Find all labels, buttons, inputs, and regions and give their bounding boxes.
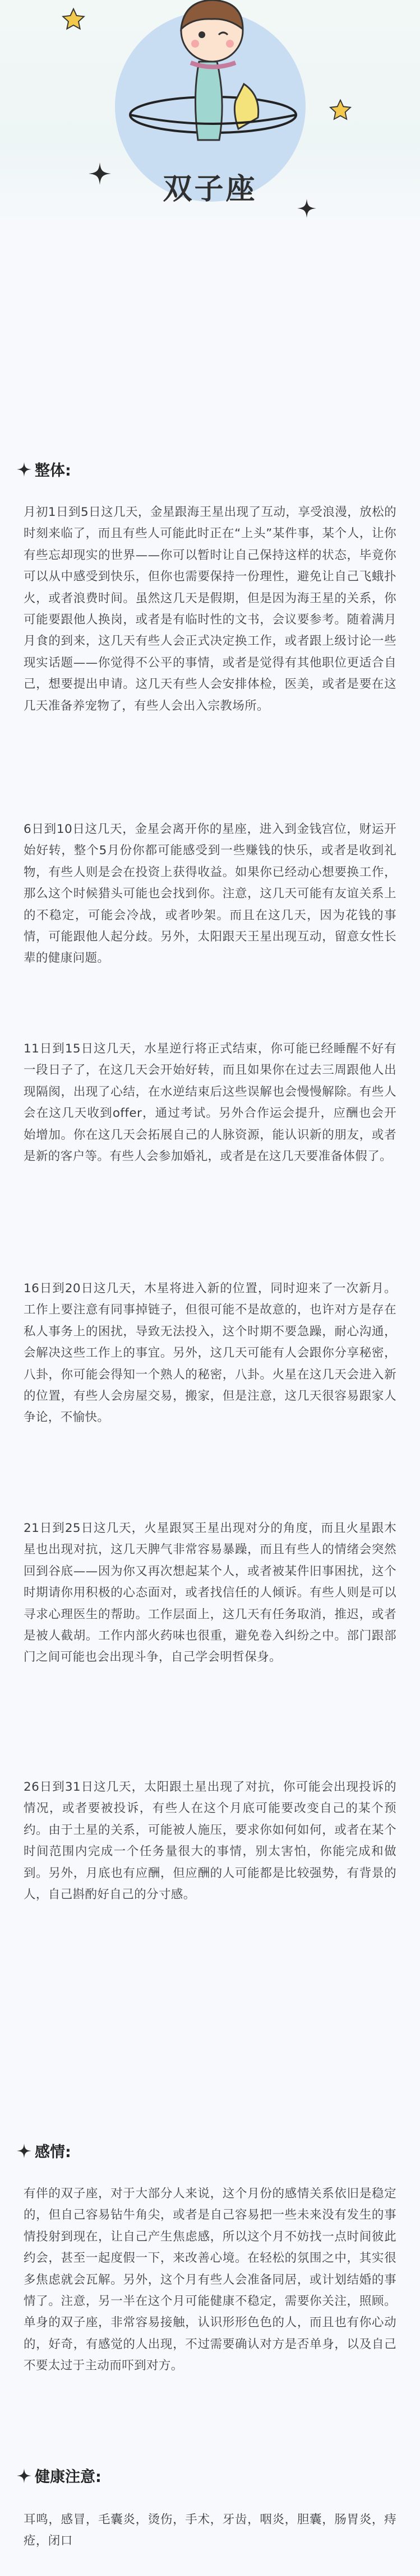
emotion-paragraph: 有伴的双子座，对于大部分人来说，这个月份的感情关系依旧是稳定的，但自己容易钻牛角尖，或者是自己容易把一些未来没有发生的事情投射到现在，让自己产生焦虑感，所以这个月不妨找一点时间彼此约会，甚至一起度假一下，来改善心境。在轻松的氛围之中，其实很多焦虑就会瓦解。另外，这个月有些人会准备同居，或计划结婚的事情了。注意，另一半在这个月可能健康不稳定，需要你关注，照顾。单身的双子座，非常容易接触，认识形形色色的人，而且也有你心动的，好奇，有感觉的人出现，不过需要确认对方是否单身，以及自己不要太过于主动而吓到对方。 — [24, 2187, 396, 2373]
overview-heading — [17, 458, 71, 480]
overview-paragraph: 21日到25日这几天，火星跟冥王星出现对分的角度，而且火星跟木星也出现对抗，这几天脾气非常容易暴躁，而且有些人的情绪会突然回到谷底——因为你又再次想起某个人，或者被某件旧事困扰，这个时期请你用积极的心态面对，或者找信任的人倾诉。有些人则是可以寻求心理医生的帮助。工作层面上，这几天有任务取消，推迟，或者是被人截胡。工作内部火药味也很重，避免卷入纠纷之中。部门跟部门之间可能也会出现斗争，自己学会明哲保身。 — [24, 1521, 396, 1665]
health-paragraph: 耳鸣，感冒，毛囊炎，烫伤，手术，牙齿，咽炎，胆囊，肠胃炎，痔疮，闭口 — [24, 2513, 396, 2549]
gemini-cartoon-illustration — [129, 0, 308, 162]
sparkle-icon — [17, 2468, 31, 2483]
overview-paragraph: 6日到10日这几天，金星会离开你的星座，进入到金钱宫位，财运开始好转，整个5月份你都可能感受到一些赚钱的快乐，或者是收到礼物，有些人则是会在投资上获得收益。如果你已经动心想要换工作，那么这个时候猎头可能也会找到你。注意，这几天可能有友谊关系上的不稳定，可能会冷战，或者吵架。而且在这几天，因为花钱的事情，可能跟他人起分歧。另外，太阳跟天王星出现互动，留意女性长辈的健康问题。 — [24, 822, 396, 966]
overview-paragraph: 16日到20日这几天，木星将进入新的位置，同时迎来了一次新月。工作上要注意有同事掉链子，但很可能不是故意的，也许对方是存在私人事务上的困扰，导致无法投入，这个时期不要急躁，耐心沟通，会解决这些工作上的事宜。另外，这几天可能有人会跟你分享秘密，八卦，你可能会得知一个熟人的秘密，八卦。火星在这几天会进入新的位置，有些人会房屋交易，搬家，但是注意，这几天很容易跟家人争论，不愉快。 — [24, 1282, 396, 1425]
star-icon — [61, 7, 86, 32]
overview-paragraph: 月初1日到5日这几天，金星跟海王星出现了互动，享受浪漫，放松的时刻来临了，而且有些人可能此时正在“上头”某件事，某个人，让你有些忘却现实的世界——你可以暂时让自己保持这样的状态，毕竟你可以从中感受到快乐，但你也需要保持一份理性，避免让自己飞蛾扑火，或者浪费时间。虽然这几天是假期，但是因为海王星的关系，你可能要跟他人换岗，或者是有临时性的文书，会议要参考。随着满月月食的到来，这几天有些人会正式决定换工作，或者跟上级讨论一些现实话题——你觉得不公平的事情，或者是觉得有其他职位更适合自己，想要提出申请。这几天有些人会安排体检，医美，或者是要在这几天准备养宠物了，有些人会出入宗教场所。 — [24, 505, 396, 713]
overview-heading-label: 整体: — [35, 462, 71, 479]
sign-title: 双子座 — [163, 173, 257, 206]
health-heading-label: 健康注意: — [35, 2468, 101, 2486]
emotion-heading-label: 感情: — [35, 2144, 71, 2161]
sparkle-icon — [17, 2144, 31, 2158]
health-heading — [17, 2465, 101, 2486]
overview-paragraph: 26日到31日这几天，太阳跟土星出现了对抗，你可能会出现投诉的情况，或者要被投诉，有些人在这个月底可能要改变自己的某个预约。由于土星的关系，可能被人施压，要求你如何如何，或者在某个时间范围内完成一个任务量很大的事情，别太害怕，你能完成和做到。另外，月底也有应酬，但应酬的人可能都是比较强势，有背景的人，自己斟酌好自己的分寸感。 — [24, 1780, 396, 1902]
emotion-heading — [17, 2140, 71, 2162]
header-banner — [0, 0, 420, 235]
sparkle-icon — [17, 462, 31, 477]
star-icon — [328, 98, 353, 123]
overview-paragraph: 11日到15日这几天，水星逆行将正式结束，你可能已经睡醒不好有一段日子了，在这几天会开始好转，而且如果你在过去三周跟他人出现隔阂，出现了心结，在水逆结束后这些误解也会慢慢解除。有些人会在这几天收到offer，通过考试。另外合作运会提升，应酬也会开始增加。你在这几天会拓展自己的人脉资源，能认识新的朋友，或者是新的客户等。有些人会参加婚礼，或者是在这几天要准备体假了。 — [24, 1042, 396, 1164]
